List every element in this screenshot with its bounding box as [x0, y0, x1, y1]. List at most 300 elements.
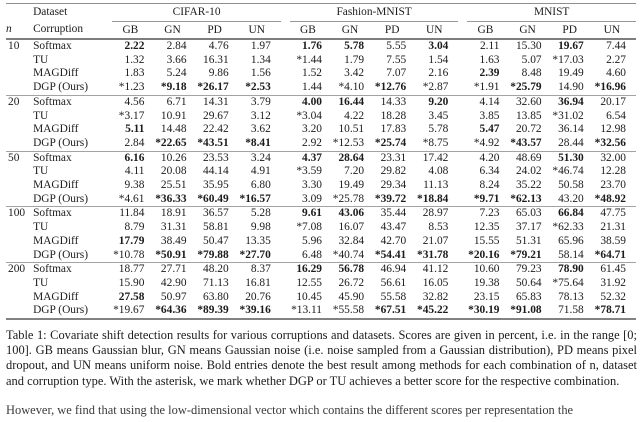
score-cell: 12.28 — [600, 165, 626, 178]
method-label: MAGDiff — [33, 234, 79, 247]
score-cell: *1.91 — [473, 81, 500, 94]
score-cell: 20.76 — [245, 290, 271, 303]
score-cell: 23.15 — [473, 290, 500, 303]
score-cell: 4.08 — [428, 165, 449, 178]
score-cell: 20.17 — [600, 95, 626, 108]
score-cell: 7.07 — [386, 67, 407, 80]
score-cell: 29.67 — [203, 109, 229, 122]
score-cell: 16.44 — [338, 95, 365, 108]
method-label: Softmax — [33, 207, 72, 220]
table-row — [6, 54, 636, 68]
score-cell: 2.27 — [606, 53, 626, 66]
score-cell: *91.08 — [510, 304, 542, 317]
score-cell: *8.75 — [422, 136, 449, 149]
group-gap — [458, 21, 467, 39]
group-gap — [281, 151, 290, 165]
method-label: MAGDiff — [33, 123, 79, 136]
score-cell: *60.49 — [197, 192, 229, 205]
score-cell: 65.03 — [515, 207, 542, 220]
score-cell: *39.72 — [374, 192, 407, 205]
score-cell: 37.17 — [515, 221, 542, 234]
score-cell: 16.07 — [338, 221, 365, 234]
score-cell: *4.61 — [118, 192, 145, 205]
score-cell: 65.96 — [558, 234, 584, 247]
score-cell: 2.39 — [479, 67, 500, 80]
body-text-partial: However, we find that using the low-dimensional vector which contains the different scores per representation the — [6, 402, 574, 417]
score-cell: 9.61 — [302, 207, 322, 220]
score-cell: *9.71 — [473, 192, 500, 205]
score-cell: *40.74 — [332, 248, 365, 261]
score-cell: 10.91 — [160, 109, 187, 122]
score-cell: 23.53 — [203, 151, 229, 164]
score-cell: 13.85 — [515, 109, 542, 122]
score-cell: *55.58 — [332, 304, 365, 317]
score-cell: 3.30 — [302, 179, 322, 192]
sample-size-block — [6, 151, 636, 207]
score-cell: *1.23 — [118, 81, 145, 94]
score-cell: 28.64 — [338, 151, 365, 164]
metric-header: GN — [164, 23, 181, 36]
score-cell: 1.44 — [302, 81, 322, 94]
score-cell: *75.64 — [552, 276, 584, 289]
group-gap — [281, 291, 290, 305]
table-row — [6, 235, 636, 249]
score-cell: *2.87 — [422, 81, 449, 94]
score-cell: 51.31 — [515, 234, 542, 247]
score-cell: 27.58 — [118, 290, 145, 303]
n-value: 20 — [8, 95, 20, 108]
score-cell: 23.31 — [380, 151, 407, 164]
metric-header: PD — [562, 23, 577, 36]
score-cell: 7.55 — [386, 53, 407, 66]
score-cell: *36.33 — [155, 192, 187, 205]
header-row-datasets — [6, 4, 636, 22]
group-gap — [458, 179, 467, 193]
score-cell: 16.31 — [203, 53, 229, 66]
score-cell: 38.59 — [600, 234, 626, 247]
score-cell: 2.92 — [302, 136, 322, 149]
score-cell: 5.78 — [344, 40, 365, 52]
score-cell: 8.53 — [428, 221, 449, 234]
score-cell: 7.23 — [479, 207, 500, 220]
group-gap — [458, 110, 467, 124]
score-cell: 43.06 — [338, 207, 365, 220]
score-cell: 1.76 — [302, 40, 322, 52]
score-cell: 4.56 — [124, 95, 145, 108]
group-gap — [458, 235, 467, 249]
table-row — [6, 263, 636, 277]
score-cell: 42.70 — [380, 234, 407, 247]
score-cell: 15.30 — [515, 40, 542, 52]
score-cell: *10.78 — [113, 248, 145, 261]
method-label: TU — [33, 53, 49, 66]
results-table — [6, 3, 636, 320]
score-cell: 10.51 — [338, 123, 365, 136]
score-cell: 3.66 — [166, 53, 187, 66]
score-cell: 25.51 — [160, 179, 187, 192]
n-value — [6, 67, 33, 81]
score-cell: 78.13 — [558, 290, 584, 303]
score-cell: *3.04 — [296, 109, 322, 122]
metric-header: UN — [426, 23, 443, 36]
method-label: MAGDiff — [33, 290, 79, 303]
score-cell: 14.48 — [160, 123, 187, 136]
group-gap — [281, 165, 290, 179]
score-cell: 28.97 — [422, 207, 449, 220]
score-cell: 52.32 — [600, 290, 626, 303]
score-cell: 3.79 — [250, 95, 271, 108]
score-cell: 18.91 — [160, 207, 187, 220]
metric-header: GN — [519, 23, 536, 36]
score-cell: 9.38 — [124, 179, 145, 192]
score-cell: 63.80 — [203, 290, 229, 303]
n-value — [6, 304, 33, 319]
score-cell: *17.03 — [552, 53, 584, 66]
score-cell: 16.81 — [245, 276, 271, 289]
score-cell: 55.58 — [380, 290, 407, 303]
score-cell: 21.07 — [422, 234, 449, 247]
group-gap — [458, 249, 467, 263]
table-row — [6, 95, 636, 109]
score-cell: 8.24 — [479, 179, 500, 192]
group-gap — [281, 304, 290, 319]
score-cell: 36.14 — [558, 123, 584, 136]
score-cell: 17.83 — [380, 123, 407, 136]
group-gap — [281, 110, 290, 124]
score-cell: 51.30 — [558, 151, 584, 164]
method-label: Softmax — [33, 263, 72, 276]
metric-header: UN — [248, 23, 265, 36]
n-value — [6, 137, 33, 151]
dataset-group-header: MNIST — [467, 4, 636, 22]
score-cell: 3.62 — [250, 123, 271, 136]
score-cell: *79.88 — [197, 248, 229, 261]
score-cell: 48.20 — [203, 263, 229, 276]
score-cell: *16.96 — [594, 81, 626, 94]
score-cell: 1.32 — [124, 53, 145, 66]
n-value — [6, 193, 33, 207]
table-header — [6, 4, 636, 40]
score-cell: 2.84 — [166, 40, 187, 52]
score-cell: 18.77 — [118, 263, 145, 276]
score-cell: 29.34 — [380, 179, 407, 192]
score-cell: 46.94 — [380, 263, 407, 276]
n-value — [6, 81, 33, 95]
group-gap — [458, 123, 467, 137]
score-cell: 1.83 — [124, 67, 145, 80]
metric-header: GB — [299, 23, 316, 36]
score-cell: 4.37 — [302, 151, 322, 164]
header-corruption-label: Corruption — [33, 23, 84, 36]
table-row — [6, 291, 636, 305]
sample-size-block — [6, 95, 636, 151]
score-cell: 32.82 — [422, 290, 449, 303]
score-cell: 19.38 — [473, 276, 500, 289]
score-cell: 35.22 — [515, 179, 542, 192]
method-label: Softmax — [33, 95, 72, 108]
table-row — [6, 137, 636, 151]
score-cell: 7.20 — [344, 165, 365, 178]
score-cell: 22.42 — [203, 123, 229, 136]
score-cell: 50.64 — [515, 276, 542, 289]
score-cell: 15.90 — [118, 276, 145, 289]
score-cell: *2.53 — [245, 81, 271, 94]
group-gap — [458, 39, 467, 54]
metric-header: GB — [477, 23, 494, 36]
method-label: TU — [33, 221, 49, 234]
score-cell: 1.63 — [479, 53, 500, 66]
score-cell: 4.76 — [208, 40, 229, 52]
score-cell: *3.59 — [296, 165, 322, 178]
group-gap — [281, 263, 290, 277]
score-cell: 3.09 — [302, 192, 322, 205]
method-label: DGP (Ours) — [33, 81, 89, 94]
score-cell: *62.33 — [552, 221, 584, 234]
score-cell: 35.44 — [380, 207, 407, 220]
score-cell: 14.31 — [203, 95, 229, 108]
score-cell: 71.58 — [558, 304, 584, 317]
score-cell: 66.84 — [558, 207, 584, 220]
score-cell: 5.55 — [386, 40, 407, 52]
score-cell: *12.76 — [374, 81, 407, 94]
score-cell: *12.53 — [332, 136, 365, 149]
score-cell: 23.70 — [600, 179, 626, 192]
score-cell: 4.14 — [479, 95, 500, 108]
score-cell: 43.47 — [380, 221, 407, 234]
group-gap — [281, 193, 290, 207]
score-cell: *9.18 — [160, 81, 187, 94]
group-gap — [458, 81, 467, 95]
score-cell: 50.97 — [160, 290, 187, 303]
score-cell: 8.37 — [250, 263, 271, 276]
score-cell: 3.12 — [250, 109, 271, 122]
n-value — [6, 221, 33, 235]
score-cell: 58.14 — [558, 248, 584, 261]
score-cell: *78.71 — [594, 304, 626, 317]
score-cell: 8.48 — [521, 67, 542, 80]
score-cell: 12.35 — [473, 221, 500, 234]
group-gap — [458, 304, 467, 319]
score-cell: *19.67 — [113, 304, 145, 317]
score-cell: 5.96 — [302, 234, 322, 247]
score-cell: 6.54 — [606, 109, 626, 122]
score-cell: 58.81 — [203, 221, 229, 234]
group-gap — [458, 207, 467, 221]
score-cell: 61.45 — [600, 263, 626, 276]
score-cell: 6.71 — [166, 95, 187, 108]
score-cell: 6.80 — [250, 179, 271, 192]
table-row — [6, 221, 636, 235]
score-cell: 5.07 — [521, 53, 542, 66]
score-cell: *1.44 — [296, 53, 322, 66]
score-cell: *46.74 — [552, 165, 584, 178]
table-row — [6, 81, 636, 95]
score-cell: 4.11 — [124, 165, 145, 178]
score-cell: 32.60 — [515, 95, 542, 108]
score-cell: 2.22 — [124, 40, 145, 52]
score-cell: *64.71 — [594, 248, 626, 261]
header-n-spacer — [6, 4, 33, 22]
score-cell: *32.56 — [594, 136, 626, 149]
sample-size-block — [6, 207, 636, 263]
group-gap — [281, 179, 290, 193]
header-n-label: n — [6, 23, 12, 36]
score-cell: 31.92 — [600, 276, 626, 289]
n-value: 10 — [8, 40, 20, 52]
n-value — [6, 291, 33, 305]
score-cell: 5.78 — [428, 123, 449, 136]
score-cell: 17.42 — [422, 151, 449, 164]
score-cell: 41.12 — [422, 263, 449, 276]
score-cell: 29.82 — [380, 165, 407, 178]
score-cell: 4.91 — [250, 165, 271, 178]
group-gap — [281, 249, 290, 263]
score-cell: 20.08 — [160, 165, 187, 178]
n-value — [6, 165, 33, 179]
score-cell: *43.57 — [510, 136, 542, 149]
method-label: Softmax — [33, 151, 72, 164]
group-gap — [281, 235, 290, 249]
group-gap — [458, 137, 467, 151]
method-label: DGP (Ours) — [33, 304, 89, 317]
dataset-group-header: CIFAR-10 — [112, 4, 281, 22]
group-gap — [458, 165, 467, 179]
score-cell: 11.84 — [119, 207, 145, 220]
score-cell: 2.11 — [479, 40, 500, 52]
score-cell: 43.20 — [558, 192, 584, 205]
group-gap — [281, 4, 290, 22]
score-cell: 50.58 — [558, 179, 584, 192]
group-gap — [458, 54, 467, 68]
score-cell: 32.00 — [600, 151, 626, 164]
table-caption: Table 1: Covariate shift detection results for various corruptions and datasets. Scores are given in percent, i.e. in the range [0; 100]. GB means Gaussian blur, GN means Gaussian noise (i.e. noise sampled from a Gaussian distribution), PD means pixel dropout, and UN means uniform noise. Bold entries denote the best result among methods for each combination of n, dataset and corruption type. With the asterisk, we mark whether DGP or TU achieves a better score for the respective combination. — [6, 328, 637, 388]
score-cell: 2.16 — [428, 67, 449, 80]
score-cell: 2.84 — [124, 136, 145, 149]
n-value — [6, 123, 33, 137]
score-cell: 1.79 — [344, 53, 365, 66]
score-cell: 56.78 — [338, 263, 365, 276]
group-gap — [458, 151, 467, 165]
score-cell: 27.71 — [160, 263, 187, 276]
metric-header: PD — [384, 23, 400, 36]
table-row — [6, 67, 636, 81]
method-label: MAGDiff — [33, 67, 79, 80]
n-value — [6, 54, 33, 68]
score-cell: *39.16 — [239, 304, 271, 317]
score-cell: *43.51 — [197, 136, 229, 149]
table-row — [6, 277, 636, 291]
group-gap — [458, 277, 467, 291]
n-value — [6, 235, 33, 249]
score-cell: *54.41 — [374, 248, 407, 261]
score-cell: 56.61 — [380, 276, 407, 289]
score-cell: *13.11 — [291, 304, 322, 317]
score-cell: 19.67 — [558, 40, 584, 52]
score-cell: *30.19 — [468, 304, 500, 317]
table-row — [6, 39, 636, 54]
score-cell: *64.36 — [155, 304, 187, 317]
method-label: DGP (Ours) — [33, 192, 89, 205]
score-cell: 7.44 — [606, 40, 626, 52]
method-label: DGP (Ours) — [33, 136, 89, 149]
group-gap — [458, 263, 467, 277]
score-cell: 9.86 — [208, 67, 229, 80]
score-cell: *31.02 — [552, 109, 584, 122]
n-value: 50 — [8, 151, 20, 164]
score-cell: 79.23 — [515, 263, 542, 276]
score-cell: 6.48 — [302, 248, 322, 261]
score-cell: 1.54 — [428, 53, 449, 66]
score-cell: 18.28 — [380, 109, 407, 122]
score-cell: *62.13 — [510, 192, 542, 205]
score-cell: *26.17 — [197, 81, 229, 94]
score-cell: *3.17 — [118, 109, 145, 122]
score-cell: 10.60 — [473, 263, 500, 276]
score-cell: 3.42 — [344, 67, 365, 80]
score-cell: 5.11 — [125, 123, 145, 136]
score-cell: 1.34 — [250, 53, 271, 66]
score-cell: 15.55 — [473, 234, 500, 247]
score-cell: 6.16 — [124, 151, 145, 164]
group-gap — [281, 277, 290, 291]
n-value — [6, 110, 33, 124]
score-cell: 36.94 — [558, 95, 584, 108]
n-value — [6, 179, 33, 193]
score-cell: *45.22 — [417, 304, 449, 317]
score-cell: *8.41 — [245, 136, 271, 149]
score-cell: 3.45 — [428, 109, 449, 122]
group-gap — [281, 123, 290, 137]
metric-header: UN — [603, 23, 621, 36]
group-gap — [458, 221, 467, 235]
score-cell: 4.60 — [606, 67, 626, 80]
score-cell: 35.95 — [203, 179, 229, 192]
score-cell: *20.16 — [468, 248, 500, 261]
score-cell: 21.31 — [600, 221, 626, 234]
score-cell: 1.97 — [250, 40, 271, 52]
score-cell: *4.92 — [473, 136, 500, 149]
score-cell: 20.72 — [515, 123, 542, 136]
score-cell: 42.90 — [160, 276, 187, 289]
table-row — [6, 193, 636, 207]
group-gap — [281, 207, 290, 221]
header-dataset-label: Dataset — [33, 6, 68, 19]
dataset-group-header: Fashion-MNIST — [290, 4, 459, 22]
method-label: TU — [33, 109, 49, 122]
score-cell: 10.45 — [296, 290, 322, 303]
score-cell: 9.98 — [250, 221, 271, 234]
header-row-metrics — [6, 21, 636, 39]
group-gap — [281, 67, 290, 81]
group-gap — [458, 67, 467, 81]
table-row — [6, 165, 636, 179]
method-label: MAGDiff — [33, 179, 79, 192]
score-cell: 5.24 — [166, 67, 187, 80]
metric-header: GN — [341, 23, 359, 36]
sample-size-block — [6, 263, 636, 319]
score-cell: 5.28 — [250, 207, 271, 220]
score-cell: 10.26 — [160, 151, 187, 164]
score-cell: *18.84 — [417, 192, 449, 205]
score-cell: 50.47 — [203, 234, 229, 247]
score-cell: 1.56 — [250, 67, 271, 80]
score-cell: 24.02 — [515, 165, 542, 178]
score-cell: 26.72 — [338, 276, 365, 289]
score-cell: 5.47 — [479, 123, 500, 136]
n-value: 200 — [8, 263, 26, 276]
score-cell: 8.79 — [124, 221, 145, 234]
table-row — [6, 151, 636, 165]
